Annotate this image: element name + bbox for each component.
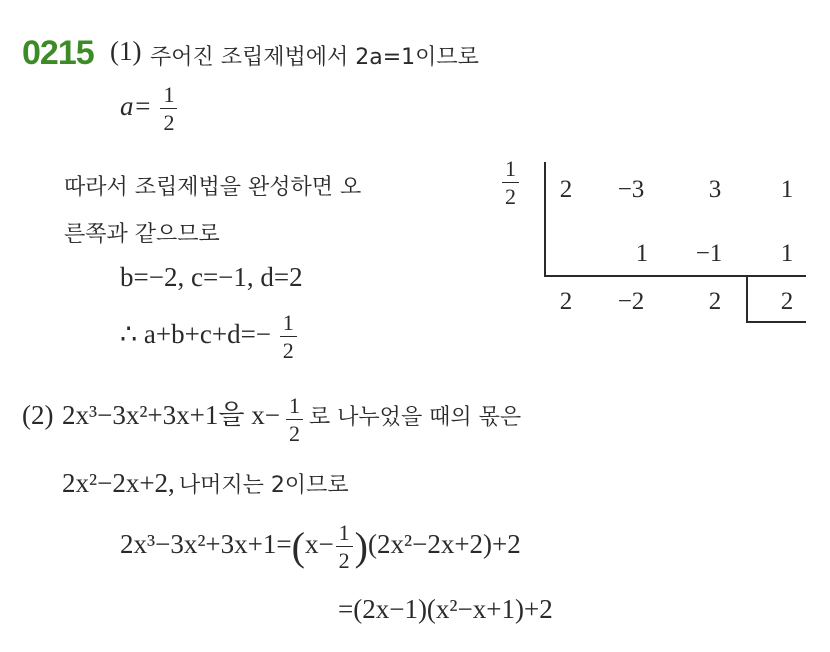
- divisor-den: 2: [505, 184, 516, 209]
- a-frac-den: 2: [163, 110, 175, 135]
- part1-intro: 주어진 조립제법에서 2a=1이므로: [150, 45, 479, 70]
- a-fraction: [160, 84, 177, 134]
- a-lhs: a=: [120, 91, 152, 122]
- row3-cell: 2: [559, 288, 573, 315]
- part2-line1: [62, 393, 521, 445]
- a-frac-num: 1: [160, 84, 177, 109]
- eq1-lhs: 2x³−3x²+3x+1=: [120, 529, 292, 560]
- eq1-frac-den: 2: [338, 548, 350, 573]
- horizontal-divider: [544, 275, 806, 277]
- close-paren: ): [354, 524, 368, 569]
- row1-cell: 2: [559, 176, 573, 203]
- conclusion-lhs: ∴ a+b+c+d=−: [120, 319, 272, 350]
- conclusion-fraction: [280, 312, 297, 362]
- row2-cell: 1: [635, 240, 649, 267]
- part2-line2-text: 나머지는 2이므로: [178, 473, 349, 498]
- eq1-frac-num: 1: [336, 522, 353, 547]
- row1-cell: −3: [617, 176, 645, 203]
- part2-line1-fraction: [286, 395, 303, 445]
- row3-cell: 2: [708, 288, 722, 315]
- part2-label: (2): [22, 400, 54, 430]
- factor-equation-1: [120, 522, 521, 572]
- part2-line1-poly: 2x³−3x²+3x+1을 x−: [62, 400, 280, 430]
- part2-line1-frac-num: 1: [286, 395, 303, 420]
- open-paren: (: [291, 524, 305, 569]
- conclusion-frac-den: 2: [282, 338, 294, 363]
- conclusion-frac-num: 1: [280, 312, 297, 337]
- part2-line1-text: 로 나누었을 때의 몫은: [308, 405, 522, 430]
- eq1-fraction: [336, 522, 353, 572]
- part2-line2: [62, 468, 349, 499]
- part1-text-line2: 른쪽과 같으므로: [64, 222, 220, 247]
- eq1-rest: (2x²−2x+2)+2: [368, 529, 521, 560]
- eq1-factor-a: x−: [304, 529, 334, 560]
- part2-line1-frac-den: 2: [288, 421, 300, 447]
- row2-cell: 1: [780, 240, 794, 267]
- divisor-fraction: [502, 158, 519, 208]
- row1-cell: 1: [780, 176, 794, 203]
- conclusion: [120, 312, 299, 362]
- row1-cell: 3: [708, 176, 722, 203]
- row3-cell: −2: [617, 288, 645, 315]
- factor-equation-2: =(2x−1)(x²−x+1)+2: [338, 594, 553, 624]
- divisor: [500, 158, 521, 208]
- problem-number: 0215: [22, 34, 94, 72]
- remainder-box-bottom: [746, 321, 806, 323]
- a-equation: [120, 84, 179, 134]
- remainder-cell: 2: [780, 288, 794, 315]
- part1-text-line1: 따라서 조립제법을 완성하면 오: [64, 175, 362, 200]
- part1-label: (1): [110, 36, 142, 66]
- divisor-num: 1: [502, 158, 519, 183]
- row2-cell: −1: [695, 240, 723, 267]
- bcd-values: b=−2, c=−1, d=2: [120, 262, 303, 292]
- part2-line2-poly: 2x²−2x+2,: [62, 468, 175, 498]
